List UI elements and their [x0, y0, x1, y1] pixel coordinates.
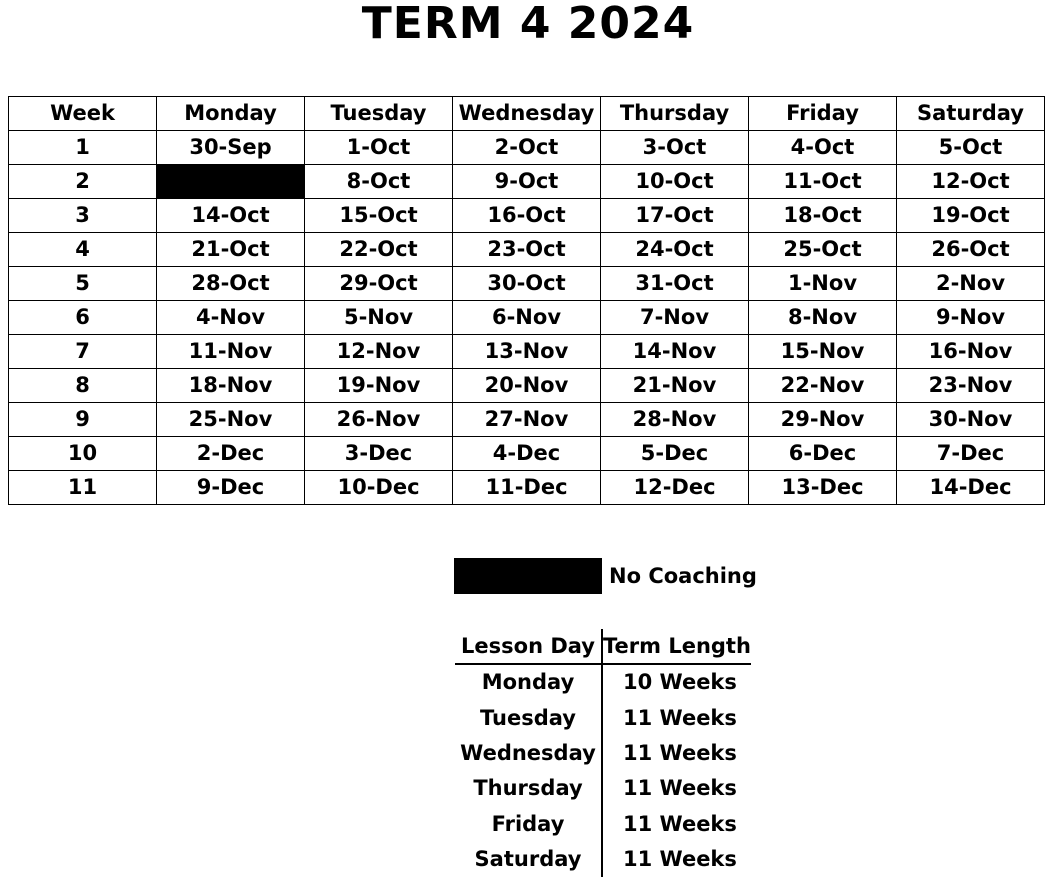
date-cell-saturday: 2-Nov — [897, 267, 1045, 301]
date-cell-thursday: 21-Nov — [601, 369, 749, 403]
header-tuesday: Tuesday — [305, 97, 453, 131]
date-cell-friday: 15-Nov — [749, 335, 897, 369]
date-cell-friday: 8-Nov — [749, 301, 897, 335]
term-length-row — [455, 700, 751, 735]
date-cell-monday: 14-Oct — [157, 199, 305, 233]
date-cell-saturday: 19-Oct — [897, 199, 1045, 233]
date-cell-wednesday: 11-Dec — [453, 471, 601, 505]
week-number: 3 — [9, 199, 157, 233]
date-cell-saturday: 23-Nov — [897, 369, 1045, 403]
header-lesson-day: Lesson Day — [455, 629, 602, 664]
term-length-value: 11 Weeks — [623, 776, 737, 801]
term-length-value: 11 Weeks — [623, 811, 737, 836]
week-number: 4 — [9, 233, 157, 267]
date-cell-wednesday: 30-Oct — [453, 267, 601, 301]
date-cell-thursday: 10-Oct — [601, 165, 749, 199]
date-cell-tuesday: 3-Dec — [305, 437, 453, 471]
no-coaching-swatch — [454, 558, 602, 594]
date-cell-saturday: 14-Dec — [897, 471, 1045, 505]
date-cell-monday: 30-Sep — [157, 131, 305, 165]
date-cell-thursday: 17-Oct — [601, 199, 749, 233]
date-cell-tuesday: 29-Oct — [305, 267, 453, 301]
date-cell-monday: 4-Nov — [157, 301, 305, 335]
no-coaching-cell — [157, 165, 305, 199]
calendar-row — [9, 233, 1045, 267]
date-cell-friday: 22-Nov — [749, 369, 897, 403]
week-number: 6 — [9, 301, 157, 335]
date-cell-monday: 18-Nov — [157, 369, 305, 403]
page-title: TERM 4 2024 — [361, 0, 695, 49]
lesson-day: Thursday — [455, 771, 602, 806]
date-cell-thursday: 3-Oct — [601, 131, 749, 165]
date-cell-wednesday: 16-Oct — [453, 199, 601, 233]
date-cell-friday: 4-Oct — [749, 131, 897, 165]
lesson-day: Tuesday — [455, 700, 602, 735]
week-number: 1 — [9, 131, 157, 165]
date-cell-thursday: 31-Oct — [601, 267, 749, 301]
header-term-length: Term Length — [602, 629, 751, 664]
date-cell-wednesday: 6-Nov — [453, 301, 601, 335]
date-cell-saturday: 26-Oct — [897, 233, 1045, 267]
term-length-value: 10 Weeks — [623, 670, 737, 695]
no-coaching-label: No Coaching — [609, 564, 757, 588]
date-cell-tuesday: 12-Nov — [305, 335, 453, 369]
week-number: 8 — [9, 369, 157, 403]
calendar-row — [9, 437, 1045, 471]
lesson-day: Friday — [455, 807, 602, 842]
date-cell-tuesday: 19-Nov — [305, 369, 453, 403]
date-cell-tuesday: 8-Oct — [305, 165, 453, 199]
date-cell-friday: 11-Oct — [749, 165, 897, 199]
date-cell-wednesday: 27-Nov — [453, 403, 601, 437]
date-cell-thursday: 28-Nov — [601, 403, 749, 437]
date-cell-saturday: 7-Dec — [897, 437, 1045, 471]
term-length-row — [455, 736, 751, 771]
header-saturday: Saturday — [897, 97, 1045, 131]
date-cell-friday: 18-Oct — [749, 199, 897, 233]
date-cell-thursday: 7-Nov — [601, 301, 749, 335]
calendar-row — [9, 369, 1045, 403]
calendar-row — [9, 267, 1045, 301]
date-cell-friday: 25-Oct — [749, 233, 897, 267]
date-cell-thursday: 24-Oct — [601, 233, 749, 267]
week-number: 7 — [9, 335, 157, 369]
date-cell-saturday: 5-Oct — [897, 131, 1045, 165]
date-cell-saturday: 9-Nov — [897, 301, 1045, 335]
header-wednesday: Wednesday — [453, 97, 601, 131]
date-cell-thursday: 5-Dec — [601, 437, 749, 471]
term-length-value: 11 Weeks — [623, 740, 737, 765]
week-number: 9 — [9, 403, 157, 437]
week-number: 2 — [9, 165, 157, 199]
term-length-row — [455, 807, 751, 842]
date-cell-thursday: 14-Nov — [601, 335, 749, 369]
calendar-row — [9, 471, 1045, 505]
date-cell-wednesday: 23-Oct — [453, 233, 601, 267]
header-friday: Friday — [749, 97, 897, 131]
date-cell-monday: 25-Nov — [157, 403, 305, 437]
date-cell-monday: 9-Dec — [157, 471, 305, 505]
date-cell-wednesday: 20-Nov — [453, 369, 601, 403]
week-number: 10 — [9, 437, 157, 471]
lesson-day: Saturday — [455, 842, 602, 877]
term-length-header-row — [455, 629, 751, 664]
term-length-value: 11 Weeks — [623, 705, 737, 730]
date-cell-saturday: 12-Oct — [897, 165, 1045, 199]
date-cell-friday: 6-Dec — [749, 437, 897, 471]
date-cell-tuesday: 26-Nov — [305, 403, 453, 437]
calendar-row — [9, 165, 1045, 199]
header-week: Week — [9, 97, 157, 131]
term-length-row — [455, 664, 751, 700]
calendar-header-row — [9, 97, 1045, 131]
week-number: 5 — [9, 267, 157, 301]
date-cell-friday: 29-Nov — [749, 403, 897, 437]
date-cell-tuesday: 1-Oct — [305, 131, 453, 165]
date-cell-tuesday: 5-Nov — [305, 301, 453, 335]
date-cell-wednesday: 9-Oct — [453, 165, 601, 199]
date-cell-monday: 11-Nov — [157, 335, 305, 369]
date-cell-thursday: 12-Dec — [601, 471, 749, 505]
date-cell-friday: 1-Nov — [749, 267, 897, 301]
date-cell-wednesday: 2-Oct — [453, 131, 601, 165]
term-length-row — [455, 842, 751, 877]
date-cell-tuesday: 22-Oct — [305, 233, 453, 267]
term-length-table — [455, 629, 751, 877]
calendar-row — [9, 301, 1045, 335]
date-cell-saturday: 30-Nov — [897, 403, 1045, 437]
calendar-row — [9, 335, 1045, 369]
term-calendar-table — [8, 96, 1045, 505]
week-number: 11 — [9, 471, 157, 505]
term-length-value: 11 Weeks — [623, 847, 737, 872]
date-cell-tuesday: 15-Oct — [305, 199, 453, 233]
term-length-row — [455, 771, 751, 806]
date-cell-wednesday: 13-Nov — [453, 335, 601, 369]
date-cell-monday: 21-Oct — [157, 233, 305, 267]
calendar-row — [9, 199, 1045, 233]
lesson-day: Monday — [455, 664, 602, 700]
date-cell-saturday: 16-Nov — [897, 335, 1045, 369]
date-cell-monday: 28-Oct — [157, 267, 305, 301]
date-cell-wednesday: 4-Dec — [453, 437, 601, 471]
header-thursday: Thursday — [601, 97, 749, 131]
date-cell-tuesday: 10-Dec — [305, 471, 453, 505]
date-cell-monday: 2-Dec — [157, 437, 305, 471]
header-monday: Monday — [157, 97, 305, 131]
calendar-row — [9, 131, 1045, 165]
date-cell-friday: 13-Dec — [749, 471, 897, 505]
calendar-row — [9, 403, 1045, 437]
lesson-day: Wednesday — [455, 736, 602, 771]
